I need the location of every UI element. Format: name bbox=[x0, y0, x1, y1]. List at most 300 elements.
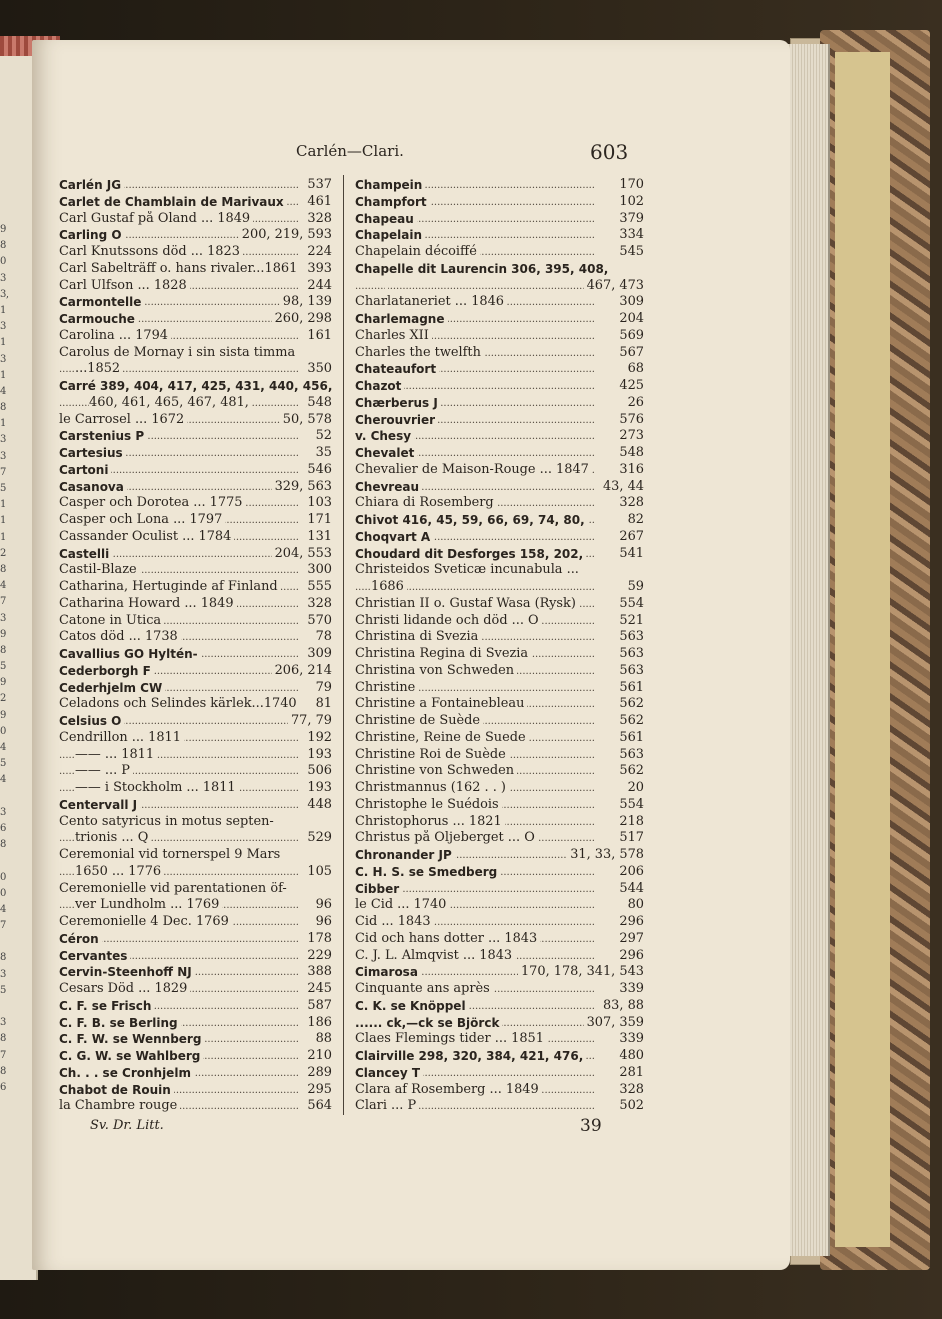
facing-page-number: 0 bbox=[0, 887, 6, 899]
entry-heading: Ceremonielle vid parentationen öf- bbox=[59, 881, 290, 896]
entry-pages: 570 bbox=[304, 613, 332, 630]
facing-page-number: 3 bbox=[0, 353, 6, 365]
entry-heading: Carl Ulfson ... 1828 bbox=[59, 278, 190, 293]
index-entry bbox=[355, 462, 644, 479]
index-entry bbox=[355, 278, 644, 295]
entry-heading: Carolus de Mornay i sin sista timma bbox=[59, 345, 298, 360]
index-entry bbox=[355, 294, 644, 311]
index-entry bbox=[355, 680, 644, 697]
facing-page-numbers bbox=[0, 222, 14, 1096]
entry-heading: Christus på Oljeberget ... O bbox=[355, 830, 538, 845]
facing-page-number: 4 bbox=[0, 742, 6, 753]
entry-heading: Cimarosa bbox=[355, 965, 421, 979]
entry-heading: Christeidos Sveticæ incunabula ... bbox=[355, 562, 582, 577]
facing-page-number: 2 bbox=[0, 693, 6, 705]
entry-pages: 105 bbox=[304, 864, 332, 881]
index-entry bbox=[59, 361, 332, 378]
entry-heading: Cinquante ans après bbox=[355, 981, 493, 996]
entry-pages: 328 bbox=[304, 596, 332, 613]
entry-pages: 193 bbox=[304, 747, 332, 764]
index-entry bbox=[355, 479, 644, 496]
entry-heading: 460, 461, 465, 467, 481, bbox=[89, 395, 252, 410]
index-column-right bbox=[355, 177, 644, 1115]
entry-pages: 461 bbox=[304, 194, 332, 211]
facing-page-number: 3 bbox=[0, 968, 6, 980]
index-entry bbox=[355, 629, 644, 646]
entry-pages: 563 bbox=[616, 646, 644, 663]
entry-pages: 502 bbox=[616, 1098, 644, 1115]
entry-pages: 339 bbox=[616, 1031, 644, 1048]
facing-page-number: 3 bbox=[0, 272, 6, 284]
entry-heading: Chapelle dit Laurencin 306, 395, 408, bbox=[355, 262, 611, 276]
index-entry bbox=[59, 747, 332, 764]
index-entry bbox=[59, 378, 332, 395]
entry-pages: 300 bbox=[304, 562, 332, 579]
entry-pages: 50, 578 bbox=[280, 412, 332, 429]
entry-pages: 296 bbox=[616, 914, 644, 931]
entry-heading: 1686 bbox=[371, 579, 407, 594]
entry-pages: 193 bbox=[304, 780, 332, 797]
entry-pages: 192 bbox=[304, 730, 332, 747]
entry-pages: 563 bbox=[616, 629, 644, 646]
index-entry bbox=[355, 194, 644, 211]
index-entry bbox=[355, 881, 644, 898]
index-entry bbox=[59, 964, 332, 981]
entry-pages: 171 bbox=[304, 512, 332, 529]
entry-pages: 562 bbox=[616, 763, 644, 780]
entry-pages: 131 bbox=[304, 529, 332, 546]
entry-heading: Carl Sabelträff o. hans rivaler...1861 bbox=[59, 261, 300, 276]
index-entry bbox=[59, 629, 332, 646]
entry-pages: 316 bbox=[616, 462, 644, 479]
entry-pages: 296 bbox=[616, 948, 644, 965]
facing-page-number: 4 bbox=[0, 903, 6, 915]
index-entry bbox=[59, 881, 332, 898]
entry-heading: Cavallius GO Hyltén- bbox=[59, 647, 201, 661]
entry-pages: 563 bbox=[616, 747, 644, 764]
entry-heading: Champfort bbox=[355, 195, 430, 209]
facing-page-number: 8 bbox=[0, 1065, 6, 1077]
entry-pages: 587 bbox=[304, 998, 332, 1015]
entry-heading: —— ... 1811 bbox=[75, 747, 157, 762]
entry-heading: Catharina Howard ... 1849 bbox=[59, 596, 237, 611]
entry-pages: 554 bbox=[616, 596, 644, 613]
entry-heading: Chevreau bbox=[355, 480, 422, 494]
entry-heading: Castelli bbox=[59, 547, 112, 561]
entry-heading: Carré 389, 404, 417, 425, 431, 440, 456, bbox=[59, 379, 332, 393]
entry-heading: Carolina ... 1794 bbox=[59, 328, 171, 343]
entry-pages: 206 bbox=[616, 864, 644, 881]
facing-page-number: 1 bbox=[0, 499, 6, 511]
index-entry bbox=[355, 613, 644, 630]
entry-heading: Casper och Lona ... 1797 bbox=[59, 512, 225, 527]
index-entry bbox=[59, 897, 332, 914]
entry-pages: 178 bbox=[304, 931, 332, 948]
entry-heading: Charles XII bbox=[355, 328, 432, 343]
index-entry bbox=[59, 680, 332, 697]
entry-pages: 339 bbox=[616, 981, 644, 998]
entry-heading: C. F. se Frisch bbox=[59, 999, 154, 1013]
entry-pages: 186 bbox=[304, 1015, 332, 1032]
facing-page-number bbox=[0, 934, 14, 950]
entry-heading: Cherouvrier bbox=[355, 413, 438, 427]
facing-page-number: 5 bbox=[0, 483, 6, 494]
index-entry bbox=[355, 445, 644, 462]
index-entry bbox=[59, 713, 332, 730]
facing-page-number: 0 bbox=[0, 871, 6, 883]
entry-pages: 448 bbox=[304, 797, 332, 814]
entry-heading: Centervall J bbox=[59, 798, 140, 812]
index-entry bbox=[59, 479, 332, 496]
entry-heading: —— i Stockholm ... 1811 bbox=[75, 780, 239, 795]
entry-pages: 393 bbox=[304, 261, 332, 278]
page-header bbox=[240, 140, 680, 166]
facing-page-number: 8 bbox=[0, 952, 6, 964]
entry-heading: Chapelain décoiffé bbox=[355, 244, 480, 259]
entry-heading: Catos död ... 1738 bbox=[59, 629, 181, 644]
index-entry bbox=[59, 445, 332, 462]
entry-pages: 96 bbox=[313, 914, 332, 931]
entry-pages: 563 bbox=[616, 663, 644, 680]
entry-heading: Christine Roi de Suède bbox=[355, 747, 509, 762]
entry-heading: Cederborgh F bbox=[59, 664, 154, 678]
entry-pages: 569 bbox=[616, 328, 644, 345]
facing-page-number: 1 bbox=[0, 369, 6, 381]
index-entry bbox=[59, 261, 332, 278]
entry-pages: 555 bbox=[304, 579, 332, 596]
index-entry bbox=[355, 428, 644, 445]
entry-heading: Christine, Reine de Suede bbox=[355, 730, 529, 745]
index-entry bbox=[59, 864, 332, 881]
entry-heading bbox=[385, 278, 388, 293]
facing-page-number: 4 bbox=[0, 385, 6, 397]
index-entry bbox=[355, 663, 644, 680]
entry-heading: Charlemagne bbox=[355, 312, 448, 326]
entry-heading: Ceremonial vid tornerspel 9 Mars bbox=[59, 847, 283, 862]
index-entry bbox=[355, 864, 644, 881]
entry-heading: Catone in Utica bbox=[59, 613, 164, 628]
entry-heading: Cid och hans dotter ... 1843 bbox=[355, 931, 540, 946]
entry-pages: 170 bbox=[616, 177, 644, 194]
facing-page-number: 3 bbox=[0, 450, 6, 462]
entry-heading: Clairville 298, 320, 384, 421, 476, bbox=[355, 1049, 586, 1063]
entry-heading: Cartoni bbox=[59, 463, 111, 477]
entry-pages: 328 bbox=[616, 495, 644, 512]
entry-heading: Cassander Oculist ... 1784 bbox=[59, 529, 234, 544]
entry-heading: Cendrillon ... 1811 bbox=[59, 730, 184, 745]
index-entry bbox=[59, 244, 332, 261]
facing-page-number: 8 bbox=[0, 240, 6, 252]
index-entry bbox=[355, 596, 644, 613]
entry-heading: Casper och Dorotea ... 1775 bbox=[59, 495, 246, 510]
entry-pages: 98, 139 bbox=[280, 294, 332, 311]
index-entry bbox=[59, 579, 332, 596]
index-entry bbox=[355, 177, 644, 194]
index-entry bbox=[355, 529, 644, 546]
entry-heading: Céron bbox=[59, 932, 102, 946]
index-entry bbox=[59, 596, 332, 613]
facing-page-number: 4 bbox=[0, 774, 6, 786]
entry-heading: Ch. . . se Cronhjelm bbox=[59, 1066, 194, 1080]
entry-pages: 537 bbox=[304, 177, 332, 194]
entry-heading: Chevalier de Maison-Rouge ... 1847 bbox=[355, 462, 592, 477]
facing-page-number: 3 bbox=[0, 612, 6, 624]
facing-page-number: 9 bbox=[0, 224, 6, 235]
facing-page-number: 9 bbox=[0, 709, 6, 721]
entry-pages: 81 bbox=[313, 696, 332, 713]
entry-heading: Chazot bbox=[355, 379, 404, 393]
entry-heading: Chærberus J bbox=[355, 396, 441, 410]
page-number: 603 bbox=[590, 140, 629, 164]
facing-page-number bbox=[0, 789, 14, 805]
entry-pages: 289 bbox=[304, 1065, 332, 1082]
entry-heading: Christine von Schweden bbox=[355, 763, 517, 778]
entry-heading: Cervin-Steenhoff NJ bbox=[59, 965, 195, 979]
facing-page-number: 7 bbox=[0, 1049, 6, 1061]
facing-page-number: 1 bbox=[0, 531, 6, 543]
index-column-left bbox=[59, 177, 332, 1115]
index-entry bbox=[59, 1082, 332, 1099]
index-entry bbox=[355, 747, 644, 764]
index-entry bbox=[59, 194, 332, 211]
entry-pages: 545 bbox=[616, 244, 644, 261]
entry-heading: C. H. S. se Smedberg bbox=[355, 865, 500, 879]
index-entry bbox=[59, 1048, 332, 1065]
entry-heading: Chronander JP bbox=[355, 848, 455, 862]
entry-heading: Carl Gustaf på Öland ... 1849 bbox=[59, 211, 253, 226]
index-entry bbox=[355, 1082, 644, 1099]
entry-heading: v. Chesy bbox=[355, 429, 414, 443]
entry-pages: 96 bbox=[313, 897, 332, 914]
index-entry bbox=[59, 1065, 332, 1082]
facing-page-number bbox=[0, 999, 14, 1015]
index-entry bbox=[355, 897, 644, 914]
entry-pages: 59 bbox=[625, 579, 644, 596]
facing-page-number: 5 bbox=[0, 984, 6, 996]
entry-pages: 562 bbox=[616, 713, 644, 730]
index-entry bbox=[59, 412, 332, 429]
entry-heading: Cibber bbox=[355, 882, 402, 896]
entry-pages: 200, 219, 593 bbox=[239, 227, 332, 244]
entry-heading: C. F. W. se Wennberg bbox=[59, 1032, 204, 1046]
entry-heading: Cervantes bbox=[59, 949, 130, 963]
entry-heading: Chateaufort bbox=[355, 362, 439, 376]
entry-pages: 425 bbox=[616, 378, 644, 395]
index-entry bbox=[355, 311, 644, 328]
entry-pages: 82 bbox=[625, 512, 644, 529]
facing-page-number: 8 bbox=[0, 644, 6, 656]
index-entry bbox=[355, 378, 644, 395]
column-divider bbox=[343, 175, 344, 1115]
entry-heading: Cartesius bbox=[59, 446, 126, 460]
index-entry bbox=[59, 546, 332, 563]
facing-page-number: 8 bbox=[0, 839, 6, 851]
entry-heading: Clancey T bbox=[355, 1066, 423, 1080]
entry-heading: Chevalet bbox=[355, 446, 417, 460]
index-entry bbox=[59, 780, 332, 797]
facing-page-number: 3, bbox=[0, 288, 9, 300]
entry-heading: Christina di Svezia bbox=[355, 629, 481, 644]
index-entry bbox=[355, 1031, 644, 1048]
running-title: Carlén—Clari. bbox=[296, 142, 404, 160]
entry-pages: 206, 214 bbox=[272, 663, 332, 680]
index-entry bbox=[59, 613, 332, 630]
entry-heading: Chivot 416, 45, 59, 66, 69, 74, 80, bbox=[355, 513, 588, 527]
index-entry bbox=[355, 546, 644, 563]
index-entry bbox=[59, 1031, 332, 1048]
entry-heading: Carmouche bbox=[59, 312, 138, 326]
entry-heading: Cid ... 1843 bbox=[355, 914, 434, 929]
index-entry bbox=[59, 495, 332, 512]
entry-heading: Christmannus (162 . . ) bbox=[355, 780, 509, 795]
entry-heading: Chapeau bbox=[355, 212, 417, 226]
entry-heading: Cesars Död ... 1829 bbox=[59, 981, 190, 996]
entry-pages: 546 bbox=[304, 462, 332, 479]
index-entry bbox=[355, 814, 644, 831]
entry-pages: 506 bbox=[304, 763, 332, 780]
index-entry bbox=[59, 211, 332, 228]
facing-page-number bbox=[0, 853, 14, 869]
index-entry bbox=[59, 345, 332, 362]
entry-pages: 309 bbox=[616, 294, 644, 311]
entry-pages: 43, 44 bbox=[600, 479, 644, 496]
entry-heading: Charles the twelfth bbox=[355, 345, 484, 360]
entry-heading: C. F. B. se Berling bbox=[59, 1016, 181, 1030]
index-entry bbox=[355, 1098, 644, 1115]
entry-heading: Christi lidande och död ... O bbox=[355, 613, 542, 628]
index-entry bbox=[355, 797, 644, 814]
index-entry bbox=[355, 646, 644, 663]
entry-pages: 68 bbox=[625, 361, 644, 378]
index-entry bbox=[355, 1015, 644, 1032]
entry-pages: 529 bbox=[304, 830, 332, 847]
entry-heading: Claes Flemings tider ... 1851 bbox=[355, 1031, 547, 1046]
facing-page-number: 3 bbox=[0, 321, 6, 333]
entry-heading: C. G. W. se Wahlberg bbox=[59, 1049, 203, 1063]
facing-page-number: 0 bbox=[0, 725, 6, 737]
index-entry bbox=[59, 395, 332, 412]
endpaper bbox=[835, 52, 890, 1247]
entry-heading: Christina Regina di Svezia bbox=[355, 646, 531, 661]
entry-pages: 20 bbox=[625, 780, 644, 797]
entry-pages: 567 bbox=[616, 345, 644, 362]
entry-heading: Christina von Schweden bbox=[355, 663, 517, 678]
entry-heading: Carling O bbox=[59, 228, 125, 242]
entry-pages: 480 bbox=[616, 1048, 644, 1065]
entry-heading: Choudard dit Desforges 158, 202, bbox=[355, 547, 586, 561]
entry-heading: Cento satyricus in motus septen- bbox=[59, 814, 277, 829]
entry-heading: —— ... P bbox=[75, 763, 133, 778]
entry-pages: 521 bbox=[616, 613, 644, 630]
index-entry bbox=[59, 428, 332, 445]
entry-heading: Carl Knutssons död ... 1823 bbox=[59, 244, 243, 259]
entry-pages: 79 bbox=[313, 680, 332, 697]
index-entry bbox=[59, 830, 332, 847]
facing-page-number: 1 bbox=[0, 304, 6, 316]
entry-pages: 334 bbox=[616, 227, 644, 244]
index-entry bbox=[355, 562, 644, 579]
entry-heading: Carlén JG bbox=[59, 178, 124, 192]
entry-heading: Cederhjelm CW bbox=[59, 681, 165, 695]
index-entry bbox=[355, 981, 644, 998]
index-entry bbox=[355, 1048, 644, 1065]
entry-pages: 170, 178, 341, 543 bbox=[518, 964, 644, 981]
index-entry bbox=[59, 328, 332, 345]
entry-pages: 388 bbox=[304, 964, 332, 981]
entry-pages: 561 bbox=[616, 680, 644, 697]
entry-heading: Carstenius P bbox=[59, 429, 147, 443]
entry-pages: 83, 88 bbox=[600, 998, 644, 1015]
entry-pages: 548 bbox=[616, 445, 644, 462]
index-entry bbox=[355, 847, 644, 864]
entry-pages: 576 bbox=[616, 412, 644, 429]
entry-pages: 309 bbox=[304, 646, 332, 663]
index-entry bbox=[355, 211, 644, 228]
entry-pages: 564 bbox=[304, 1098, 332, 1115]
entry-pages: 541 bbox=[616, 546, 644, 563]
entry-heading: Ceremonielle 4 Dec. 1769 bbox=[59, 914, 232, 929]
facing-page-number: 5 bbox=[0, 758, 6, 770]
index-entry bbox=[59, 311, 332, 328]
entry-heading: le Cid ... 1740 bbox=[355, 897, 449, 912]
printer-signature: Sv. Dr. Litt. bbox=[90, 1118, 164, 1133]
entry-heading: Clari ... P bbox=[355, 1098, 419, 1113]
index-entry bbox=[355, 512, 644, 529]
entry-pages: 224 bbox=[304, 244, 332, 261]
index-entry bbox=[355, 931, 644, 948]
index-entry bbox=[355, 730, 644, 747]
facing-page-number: 6 bbox=[0, 1081, 6, 1093]
facing-page-number: 7 bbox=[0, 596, 6, 608]
entry-pages: 329, 563 bbox=[272, 479, 332, 496]
entry-pages: 328 bbox=[616, 1082, 644, 1099]
index-entry bbox=[355, 412, 644, 429]
index-entry bbox=[59, 998, 332, 1015]
index-entry bbox=[59, 931, 332, 948]
entry-heading: Celadons och Selindes kärlek...1740 bbox=[59, 696, 300, 711]
entry-heading: ...... ck,—ck se Björck bbox=[355, 1016, 502, 1030]
entry-pages: 297 bbox=[616, 931, 644, 948]
facing-page-number: 8 bbox=[0, 1033, 6, 1045]
entry-heading: Carmontelle bbox=[59, 295, 144, 309]
entry-pages: 267 bbox=[616, 529, 644, 546]
index-entry bbox=[59, 948, 332, 965]
index-entry bbox=[59, 529, 332, 546]
entry-heading: Christine de Suède bbox=[355, 713, 483, 728]
index-entry bbox=[59, 730, 332, 747]
entry-heading: Chiara di Rosemberg bbox=[355, 495, 497, 510]
entry-heading: Champein bbox=[355, 178, 425, 192]
index-entry bbox=[59, 278, 332, 295]
facing-page-number: 6 bbox=[0, 822, 6, 834]
index-entry bbox=[355, 713, 644, 730]
facing-page-number: 8 bbox=[0, 563, 6, 575]
index-entry bbox=[355, 361, 644, 378]
index-entry bbox=[355, 914, 644, 931]
entry-pages: 281 bbox=[616, 1065, 644, 1082]
entry-heading: la Chambre rouge bbox=[59, 1098, 180, 1113]
facing-page-number: 7 bbox=[0, 920, 6, 932]
index-entry bbox=[59, 663, 332, 680]
index-entry bbox=[59, 646, 332, 663]
index-entry bbox=[355, 244, 644, 261]
index-entry bbox=[355, 328, 644, 345]
index-entry bbox=[59, 981, 332, 998]
entry-pages: 77, 79 bbox=[288, 713, 332, 730]
entry-heading: trionis ... Q bbox=[75, 830, 151, 845]
entry-pages: 561 bbox=[616, 730, 644, 747]
entry-pages: 78 bbox=[313, 629, 332, 646]
